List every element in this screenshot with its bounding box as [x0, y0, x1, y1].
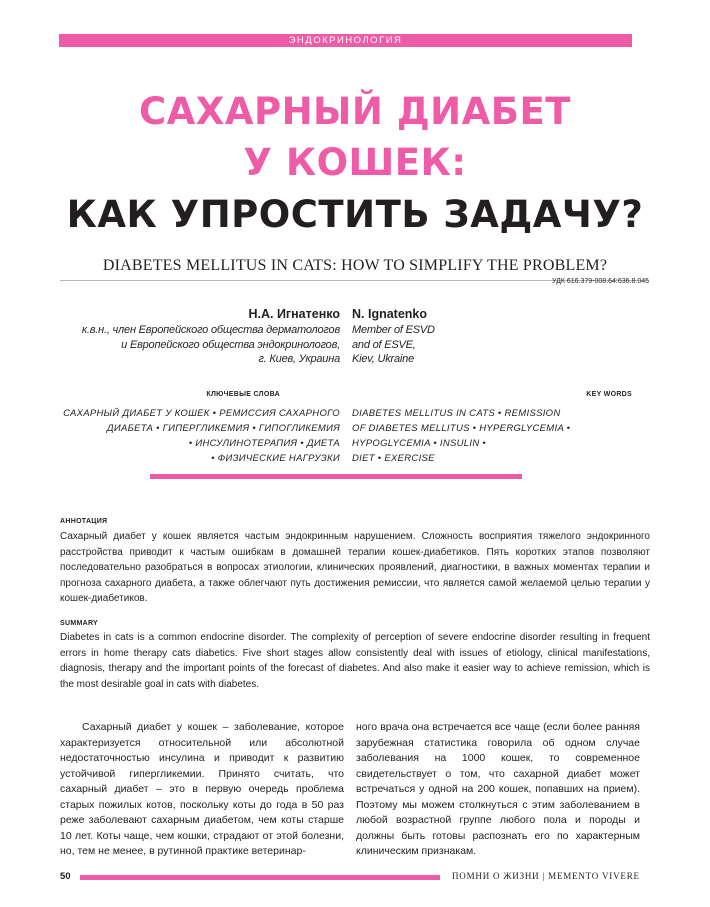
keyword-line: САХАРНЫЙ ДИАБЕТ У КОШЕК • РЕМИССИЯ САХАРНОГО	[63, 408, 340, 419]
english-title: DIABETES MELLITUS IN CATS: HOW TO SIMPLIFY THE PROBLEM?	[102, 257, 608, 274]
keywords-heading-ru: КЛЮЧЕВЫЕ СЛОВА	[206, 391, 280, 398]
abstract-text-en: Diabetes in cats is a common endocrine disorder. The complexity of perception of severe endocrine disorder resulting in frequent errors in home therapy cats diabetics. Five short stages allow consistently deal with issues of etiology, clinical manifestations, diagnosis, therapy and the important points of the forecast of diabetes. And also make it easier way to achieve remission, which is the most desirable goal in cats with diabetes.	[60, 632, 650, 690]
keyword-line: ДИАБЕТА • ГИПЕРГЛИКЕМИЯ • ГИПОГЛИКЕМИЯ	[106, 423, 340, 434]
title-line-3: КАК УПРОСТИТЬ ЗАДАЧУ?	[66, 193, 644, 236]
keyword-line: HYPOGLYCEMIA • INSULIN •	[352, 438, 487, 449]
author-affiliation-ru-3: г. Киев, Украина	[258, 353, 340, 365]
keywords-heading-en: KEY WORDS	[586, 391, 632, 398]
keywords-list-en	[352, 406, 647, 466]
author-affiliation-ru-1: к.в.н., член Европейского общества дерматологов	[81, 324, 340, 336]
keyword-line: OF DIABETES MELLITUS • HYPERGLYCEMIA •	[352, 423, 571, 434]
author-name-ru: Н.А. Игнатенко	[248, 307, 340, 321]
keywords-list-ru	[40, 406, 340, 466]
section-header-bar	[59, 34, 632, 47]
body-column-right	[356, 720, 640, 860]
page-number: 50	[60, 871, 71, 882]
title-line-1: САХАРНЫЙ ДИАБЕТ	[139, 90, 571, 133]
title-line-2: У КОШЕК:	[243, 141, 467, 184]
author-block-ru	[40, 306, 340, 367]
section-label: ЭНДОКРИНОЛОГИЯ	[288, 35, 403, 46]
journal-name: ПОМНИ О ЖИЗНИ | MEMENTO VIVERE	[452, 871, 640, 881]
abstract-heading-en: SUMMARY	[60, 620, 99, 627]
abstract-text-ru: Сахарный диабет у кошек является частым эндокринным нарушением. Сложность восприятия тяжелого эндокринного расстройства приводит к частым ошибкам в домашней терапии кошек-диабетиков. Пять коротких этапов позволяют последовательно разобраться в вопросах этиологии, клинических проявлений, диагностики, в важных моментах терапии и прогноза сахарного диабета, а также облегчают путь достижения ремиссии, что является самой желаемой целью терапии у кошек-диабетиков.	[60, 531, 650, 604]
author-name-en: N. Ignatenko	[352, 307, 428, 321]
keyword-line: • ФИЗИЧЕСКИЕ НАГРУЗКИ	[211, 453, 340, 464]
author-affiliation-en-3: Kiev, Ukraine	[352, 353, 414, 365]
abstract-heading-ru: АННОТАЦИЯ	[60, 518, 108, 525]
keywords-divider	[150, 474, 522, 479]
author-affiliation-ru-2: и Европейского общества эндокринологов,	[121, 338, 340, 351]
author-affiliation-en-2: and of ESVE,	[352, 338, 416, 351]
body-column-left	[60, 720, 344, 860]
keyword-line: DIABETES MELLITUS IN CATS • REMISSION	[352, 408, 561, 419]
keyword-line: DIET • EXERCISE	[352, 453, 435, 464]
author-affiliation-en-1: Member of ESVD	[352, 324, 435, 336]
author-block-en	[352, 306, 652, 367]
keyword-line: • ИНСУЛИНОТЕРАПИЯ • ДИЕТА	[188, 438, 340, 449]
footer-divider	[80, 875, 440, 880]
body-paragraph: ного врача она встречается все чаще (если более ранняя зарубежная статистика говорила об одном случае заболевания на 1000 кошек, то современное свидетельствует о том, что сахарной диабет может встречаться у одной на 200 кошек, попавших на прием). Поэтому мы можем столкнуться с этим заболеванием в любой возрастной группе любого пола и породы и должны быть готовы распознать его по характерным клиническим признакам.	[356, 721, 640, 857]
body-paragraph: Сахарный диабет у кошек – заболевание, которое характеризуется относительной или абсолютной недостаточностью инсулина и приводит к развитию устойчивой гипергликемии. Принято считать, что сахарный диабет – это в первую очередь проблема старых пожилых котов, поскольку коты до года в 50 раз реже заболевают сахарным диабетом, чем коты старше 10 лет. Коты чаще, чем кошки, страдают от этой болезни, но, тем не менее, в рутинной практике ветеринар-	[60, 721, 344, 857]
udc-code: УДК 616.379-008.64:636.8.045	[551, 278, 649, 285]
